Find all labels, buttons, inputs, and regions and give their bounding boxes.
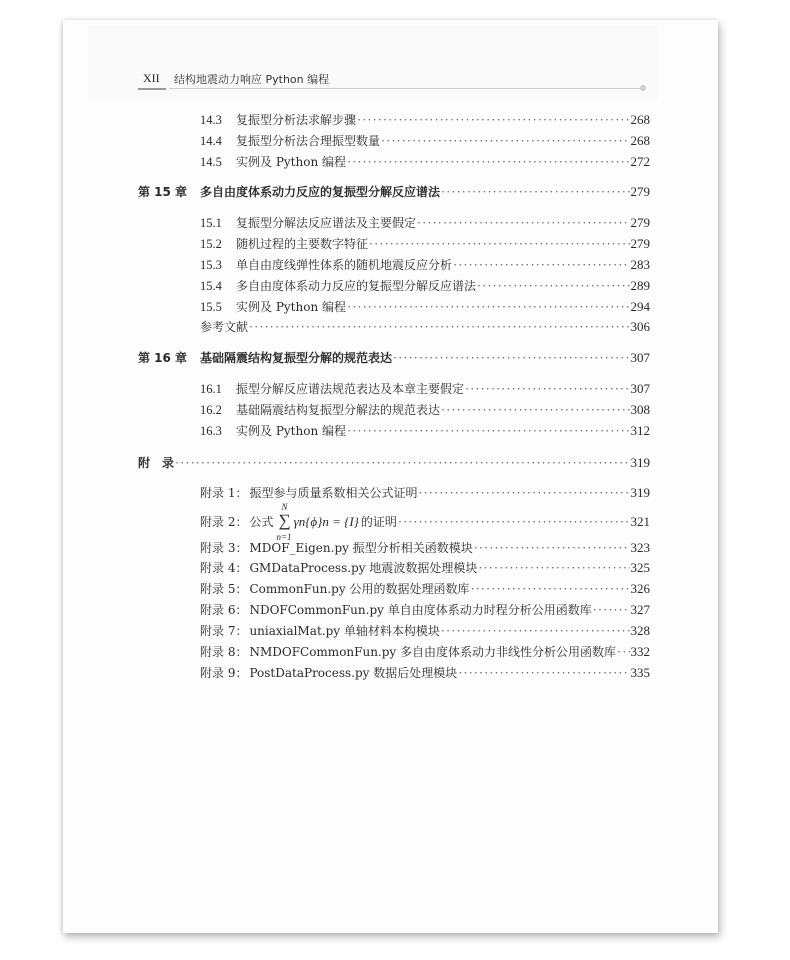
page-number: 306: [630, 319, 650, 334]
toc-chapter-entry[interactable]: [138, 184, 650, 200]
section-title: 实例及 Python 编程: [236, 424, 346, 438]
appendix-number: 附录 4：: [200, 561, 248, 575]
toc-entry[interactable]: [200, 257, 650, 273]
page-number: 272: [630, 154, 650, 169]
appendix-title: GMDataProcess.py 地震波数据处理模块: [249, 561, 478, 575]
page-number: 319: [630, 455, 650, 470]
page-number: 268: [630, 112, 650, 127]
toc-entry[interactable]: [200, 381, 650, 397]
toc-appendix-item[interactable]: [200, 623, 650, 639]
leader-dots: [393, 350, 629, 366]
toc-entry[interactable]: [200, 299, 650, 315]
page-folio: XII: [143, 71, 160, 85]
leader-dots: [441, 402, 629, 418]
page-number: 308: [630, 402, 650, 417]
section-title: 基础隔震结构复振型分解法的规范表达: [236, 403, 441, 417]
appendix-title: CommonFun.py 公用的数据处理函数库: [249, 582, 470, 596]
section-number: 16.3: [200, 424, 222, 438]
references-title: 参考文献: [200, 320, 249, 334]
section-title: 复振型分析法合理振型数量: [236, 134, 381, 148]
chapter-title: 基础隔震结构复振型分解的规范表达: [200, 351, 393, 365]
section-title: 振型分解反应谱法规范表达及本章主要假定: [236, 382, 465, 396]
page-number: 307: [630, 381, 650, 396]
appendix-title: 振型参与质量系数相关公式证明: [249, 486, 418, 500]
toc-appendix-item[interactable]: [200, 644, 650, 660]
toc-entry[interactable]: [200, 236, 650, 252]
toc-appendix-item[interactable]: [200, 502, 650, 542]
leader-dots: [458, 665, 629, 681]
leader-dots: [347, 299, 630, 315]
toc-references-entry[interactable]: [200, 319, 650, 335]
page-number: 279: [630, 236, 650, 251]
section-number: 14.3: [200, 113, 222, 127]
chapter-number: 第 15 章: [138, 185, 188, 199]
page-number: 326: [630, 581, 650, 596]
section-number: 15.5: [200, 300, 222, 314]
appendix-number: 附录 7：: [200, 624, 248, 638]
page-number: 279: [630, 184, 650, 199]
appendix-title: uniaxialMat.py 单轴材料本构模块: [249, 624, 440, 638]
appendix-title: NDOFCommonFun.py 单自由度体系动力时程分析公用函数库: [249, 603, 592, 617]
page-number: 289: [630, 278, 650, 293]
appendix-number: 附录 6：: [200, 603, 248, 617]
leader-dots: [357, 112, 629, 128]
leader-dots: [465, 381, 629, 397]
section-number: 15.2: [200, 237, 222, 251]
page-number: 307: [630, 350, 650, 365]
appendix-title: NMDOFCommonFun.py 多自由度体系动力非线性分析公用函数库: [249, 645, 617, 659]
toc-appendix-item[interactable]: [200, 602, 650, 618]
appendix-title-suffix: 的证明: [360, 515, 397, 529]
appendix-number: 附录 3：: [200, 541, 248, 555]
toc-entry[interactable]: [200, 133, 650, 149]
page-number: 279: [630, 215, 650, 230]
section-title: 多自由度体系动力反应的复振型分解反应谱法: [236, 279, 477, 293]
appendix-number: 附录 2：: [200, 515, 248, 529]
section-title: 随机过程的主要数字特征: [236, 237, 369, 251]
appendix-title-prefix: 公式: [249, 515, 274, 529]
page-number: 283: [630, 257, 650, 272]
page-number: 323: [630, 540, 650, 555]
section-title: 实例及 Python 编程: [236, 155, 346, 169]
chapter-title: 多自由度体系动力反应的复振型分解反应谱法: [200, 185, 441, 199]
section-number: 14.4: [200, 134, 222, 148]
page-number: 325: [630, 560, 650, 575]
leader-dots: [249, 319, 629, 335]
sum-lower-limit: n=1: [276, 532, 292, 542]
toc-entry[interactable]: [200, 112, 650, 128]
toc-appendix-item[interactable]: [200, 581, 650, 597]
leader-dots: [417, 215, 629, 231]
leader-dots: [474, 540, 630, 556]
summation-formula: [275, 502, 359, 542]
appendix-number: 附录 1：: [200, 486, 248, 500]
toc-appendix-item[interactable]: [200, 560, 650, 576]
leader-dots: [398, 514, 630, 530]
leader-dots: [617, 644, 629, 660]
running-title: 结构地震动力响应 Python 编程: [174, 73, 330, 86]
leader-dots: [453, 257, 629, 273]
appendix-title: PostDataProcess.py 数据后处理模块: [249, 666, 458, 680]
leader-dots: [593, 602, 630, 618]
appendix-heading: 附 录: [138, 456, 175, 470]
section-number: 16.1: [200, 382, 222, 396]
page-number: 332: [630, 644, 650, 659]
leader-dots: [441, 623, 630, 639]
section-number: 15.4: [200, 279, 222, 293]
leader-dots: [478, 560, 629, 576]
leader-dots: [369, 236, 629, 252]
appendix-number: 附录 5：: [200, 582, 248, 596]
page-number: 268: [630, 133, 650, 148]
page-number: 327: [630, 602, 650, 617]
toc-entry[interactable]: [200, 402, 650, 418]
leader-dots: [418, 485, 629, 501]
leader-dots: [470, 581, 629, 597]
page-number: 328: [630, 623, 650, 638]
book-page: [63, 20, 718, 933]
sigma-symbol: ∑ N n=1: [278, 513, 290, 529]
toc-entry[interactable]: [200, 154, 650, 170]
toc-chapter-entry[interactable]: [138, 350, 650, 366]
section-title: 单自由度线弹性体系的随机地震反应分析: [236, 258, 453, 272]
toc-appendix-item[interactable]: [200, 540, 650, 556]
section-number: 15.3: [200, 258, 222, 272]
header-rule: [169, 88, 643, 89]
toc-appendix-item[interactable]: [200, 485, 650, 501]
toc-entry[interactable]: [200, 423, 650, 439]
toc-entry[interactable]: [200, 278, 650, 294]
page-number: 312: [630, 423, 650, 438]
leader-dots: [347, 423, 630, 439]
section-title: 实例及 Python 编程: [236, 300, 346, 314]
leader-dots: [175, 455, 629, 471]
section-title: 复振型分析法求解步骤: [236, 113, 357, 127]
appendix-number: 附录 8：: [200, 645, 248, 659]
header-rule-end-dot: [640, 85, 646, 91]
page-number: 294: [630, 299, 650, 314]
page-number: 321: [630, 514, 650, 529]
section-number: 16.2: [200, 403, 222, 417]
toc-appendix-item[interactable]: [200, 665, 650, 681]
chapter-number: 第 16 章: [138, 351, 188, 365]
sum-upper-limit: N: [281, 502, 288, 512]
leader-dots: [381, 133, 629, 149]
page-number: 335: [630, 665, 650, 680]
leader-dots: [347, 154, 630, 170]
appendix-title: MDOF_Eigen.py 振型分析相关函数模块: [249, 541, 473, 555]
section-title: 复振型分解法反应谱法及主要假定: [236, 216, 417, 230]
section-number: 15.1: [200, 216, 222, 230]
appendix-number: 附录 9：: [200, 666, 248, 680]
toc-entry[interactable]: [200, 215, 650, 231]
page-number: 319: [630, 485, 650, 500]
toc-appendix-entry[interactable]: [138, 455, 650, 471]
folio-rule: [138, 88, 166, 90]
formula-body: γn{ϕ}n = {I}: [293, 514, 359, 529]
section-number: 14.5: [200, 155, 222, 169]
leader-dots: [477, 278, 629, 294]
leader-dots: [441, 184, 629, 200]
